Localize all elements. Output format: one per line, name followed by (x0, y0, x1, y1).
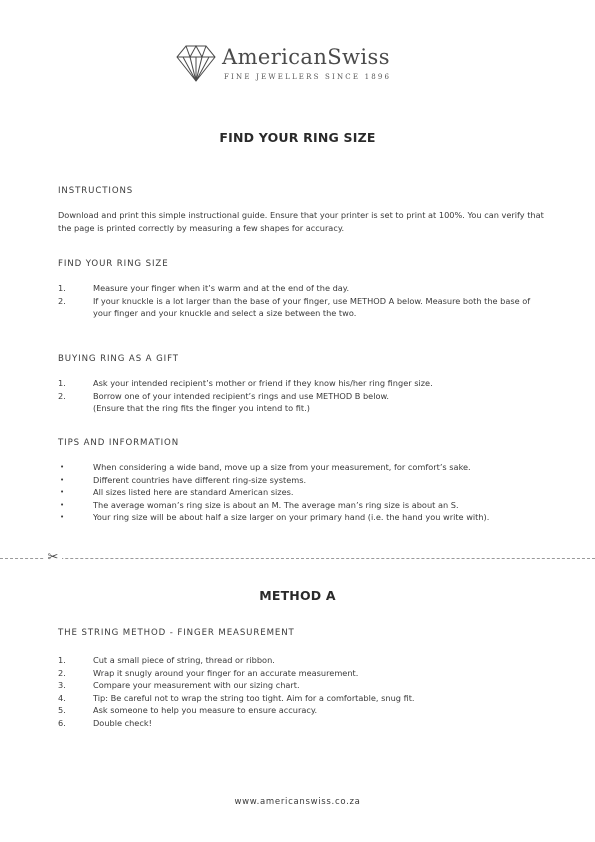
scissors-icon: ✂ (44, 550, 62, 566)
list-item (58, 499, 548, 512)
item-number: 2. (58, 667, 66, 678)
item-text: Your ring size will be about half a size larger on your primary hand (i.e. the hand you write with). (93, 512, 490, 522)
brand-name: AmericanSwiss (222, 45, 390, 69)
list-item (58, 692, 548, 705)
gift-heading: BUYING RING AS A GIFT (58, 354, 179, 364)
method-a-list (58, 654, 548, 729)
tips-heading: TIPS AND INFORMATION (58, 438, 180, 448)
item-text: Cut a small piece of string, thread or ribbon. (93, 655, 275, 665)
item-text: When considering a wide band, move up a size from your measurement, for comfort’s sake. (93, 462, 471, 472)
item-number: 1. (58, 655, 66, 665)
item-text: If your knuckle is a lot larger than the base of your finger, use METHOD A below. Measure both the base of your finger and your knuckle and select a size between the two. (93, 295, 531, 318)
item-number: 5. (58, 705, 66, 715)
item-number: 1. (58, 283, 66, 293)
bullet: • (60, 475, 65, 484)
brand-tagline: FINE JEWELLERS SINCE 1896 (224, 73, 392, 81)
list-item (58, 390, 548, 415)
footer-url[interactable]: www.americanswiss.co.za (234, 797, 361, 807)
find-size-heading: FIND YOUR RING SIZE (58, 259, 169, 269)
method-a-title: METHOD A (259, 588, 336, 603)
item-text: Double check! (93, 717, 152, 728)
bullet: • (60, 500, 65, 509)
list-item (58, 511, 548, 524)
cut-line (0, 558, 595, 559)
find-size-list (58, 282, 548, 320)
item-text: Borrow one of your intended recipient’s rings and use METHOD B below. (Ensure that the ring fits the finger you intend to fit.) (93, 390, 390, 413)
item-number: 6. (58, 717, 66, 728)
list-item (58, 654, 548, 667)
list-item (58, 461, 548, 474)
list-item (58, 486, 548, 499)
instructions-heading: INSTRUCTIONS (58, 186, 134, 196)
list-item (58, 704, 548, 717)
list-item (58, 474, 548, 487)
method-a-heading: THE STRING METHOD - FINGER MEASUREMENT (58, 628, 295, 638)
item-text: Different countries have different ring-size systems. (93, 474, 307, 485)
bullet: • (60, 488, 65, 496)
list-item (58, 282, 548, 295)
tips-list (58, 461, 548, 524)
item-text: Ask someone to help you measure to ensure accuracy. (93, 705, 318, 715)
list-item (58, 717, 548, 730)
item-text: Ask your intended recipient’s mother or friend if they know his/her ring finger size. (93, 378, 433, 388)
instructions-body: Download and print this simple instructional guide. Ensure that your printer is set to print at 100%. You can verify that the page is printed correctly by measuring a few shapes for accuracy. (58, 210, 544, 233)
item-text: Tip: Be careful not to wrap the string too tight. Aim for a comfortable, snug fit. (93, 692, 415, 703)
item-text: Measure your finger when it’s warm and at the end of the day. (93, 283, 350, 293)
brand-logo (176, 44, 426, 90)
list-item (58, 667, 548, 680)
page-title: FIND YOUR RING SIZE (219, 130, 376, 145)
list-item (58, 377, 548, 390)
item-number: 2. (58, 390, 66, 401)
list-item (58, 295, 548, 320)
item-text: The average woman’s ring size is about an M. The average man’s ring size is about an S. (93, 499, 459, 510)
diamond-icon (176, 44, 216, 82)
item-number: 3. (58, 680, 66, 690)
gift-list (58, 377, 548, 415)
item-number: 1. (58, 378, 66, 388)
item-text: Wrap it snugly around your finger for an accurate measurement. (93, 667, 359, 678)
item-number: 4. (58, 692, 66, 703)
bullet: • (60, 463, 65, 471)
item-text: Compare your measurement with our sizing chart. (93, 680, 300, 690)
item-text: All sizes listed here are standard American sizes. (93, 487, 294, 497)
item-number: 2. (58, 295, 66, 306)
bullet: • (60, 513, 65, 521)
list-item (58, 679, 548, 692)
